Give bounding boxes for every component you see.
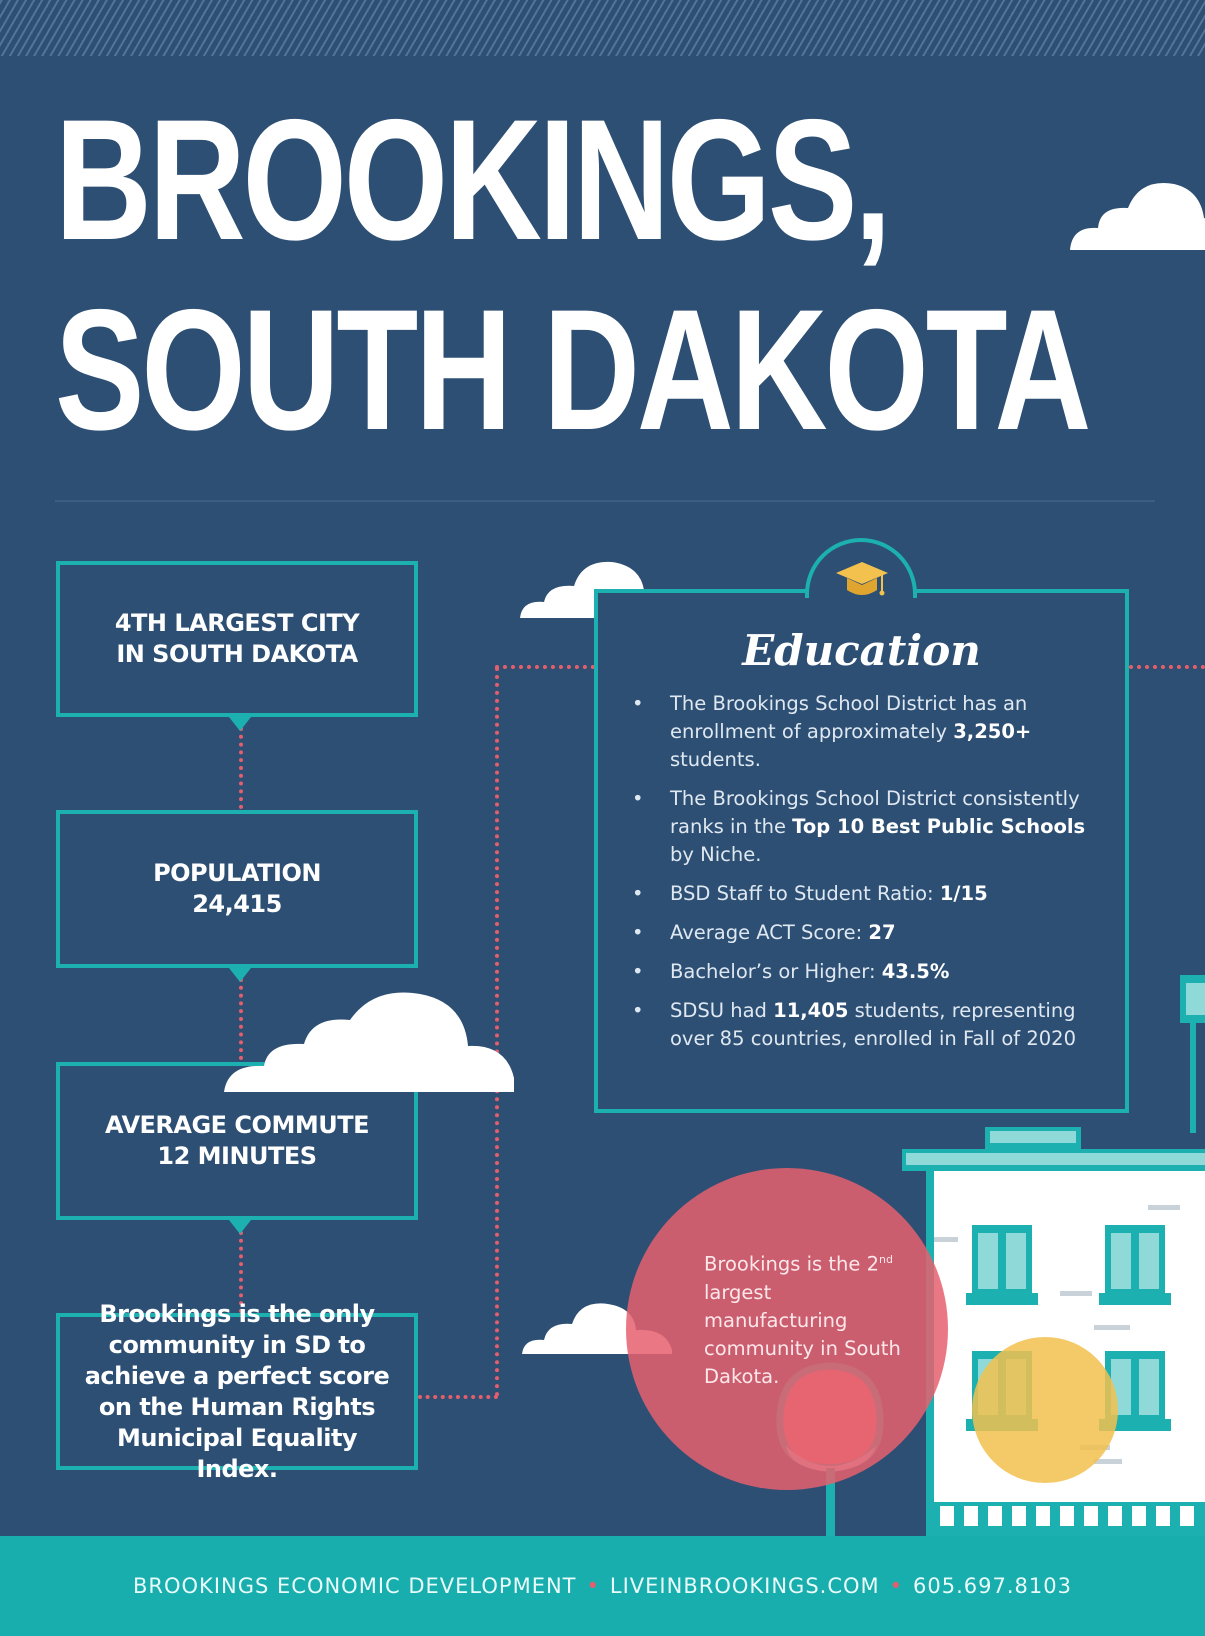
manufacturing-callout: Brookings is the 2nd largest manufacturing community in South Dakota. — [704, 1252, 901, 1388]
cloud-icon — [1070, 178, 1205, 250]
cloud-icon — [224, 986, 514, 1092]
stat-equality-text: Brookings is the only community in SD to achieve a perfect score on the Human Rights Municipal Equality Index. — [84, 1299, 390, 1483]
title-line-1: BROOKINGS, — [55, 84, 889, 276]
stat-population-label: POPULATION — [153, 859, 321, 887]
list-item: • The Brookings School District consistently ranks in the Top 10 Best Public Schools by Niche. — [632, 785, 1102, 869]
footer-separator: • — [586, 1574, 600, 1598]
list-item: • Bachelor’s or Higher: 43.5% — [632, 958, 1102, 986]
education-heading: Education — [742, 626, 981, 675]
connector-dots — [418, 1395, 498, 1399]
list-item: • The Brookings School District has an enrollment of approximately 3,250+ students. — [632, 690, 1102, 774]
list-item: • Average ACT Score: 27 — [632, 919, 1102, 947]
connector-dots — [1129, 665, 1205, 669]
footer-bar — [0, 1536, 1205, 1636]
connector-dots — [239, 727, 243, 809]
footer-separator: • — [889, 1574, 904, 1598]
footer-org: BROOKINGS ECONOMIC DEVELOPMENT — [133, 1574, 577, 1598]
pointer-arrow — [229, 717, 251, 731]
stat-commute-label: AVERAGE COMMUTE — [105, 1111, 369, 1139]
stat-city-rank-line2: IN SOUTH DAKOTA — [116, 640, 358, 668]
stat-commute-value: 12 MINUTES — [157, 1142, 317, 1170]
list-item: • SDSU had 11,405 students, representing over 85 countries, enrolled in Fall of 2020 — [632, 997, 1102, 1053]
stat-box-equality-index — [56, 1299, 418, 1483]
stat-box-population — [56, 810, 418, 968]
page-title — [55, 85, 1088, 465]
pointer-arrow — [229, 968, 251, 982]
footer-phone[interactable]: 605.697.8103 — [913, 1574, 1072, 1598]
stat-population-value: 24,415 — [192, 890, 282, 918]
pointer-arrow — [229, 1220, 251, 1234]
stat-city-rank-line1: 4TH LARGEST CITY — [114, 609, 360, 637]
list-item: • BSD Staff to Student Ratio: 1/15 — [632, 880, 1102, 908]
connector-dots — [495, 665, 595, 669]
graduation-cap-icon — [836, 560, 888, 600]
divider — [55, 500, 1155, 502]
footer-website-link[interactable]: LIVEINBROOKINGS.COM — [609, 1574, 880, 1598]
title-line-2: SOUTH DAKOTA — [55, 274, 1089, 466]
striped-header-band — [0, 0, 1205, 56]
stat-box-city-rank — [56, 561, 418, 717]
